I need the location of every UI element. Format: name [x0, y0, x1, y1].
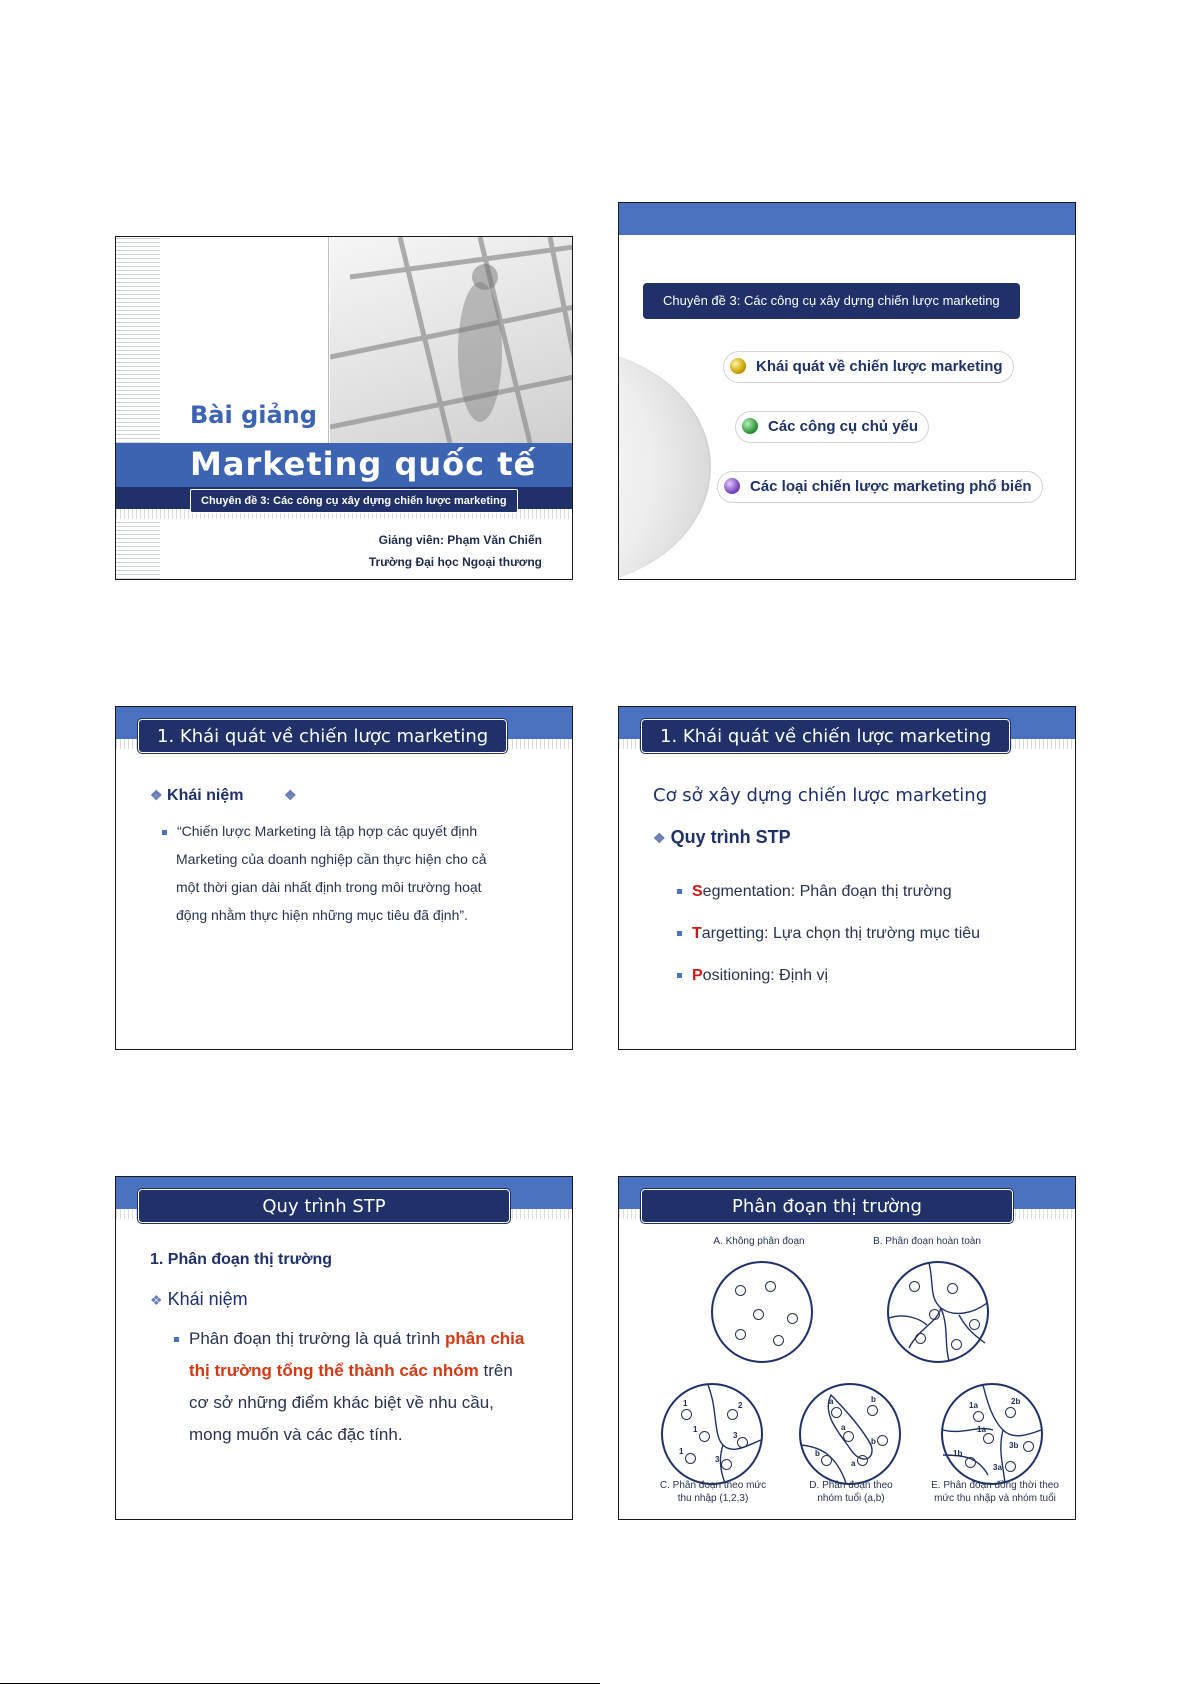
bullet-label: Khái niệm: [167, 1289, 248, 1309]
step-targetting: [677, 913, 980, 955]
smiley-icon: [973, 1411, 984, 1422]
segment-label: b: [871, 1437, 876, 1446]
segment-label: a: [829, 1397, 834, 1406]
decorative-arc: [618, 347, 711, 580]
slide-concept: [115, 706, 573, 1050]
purple-ball-icon: [724, 478, 740, 494]
caption-b: B. Phân đoạn hoàn toàn: [873, 1236, 981, 1247]
smiley-icon: [773, 1335, 784, 1346]
slide-title: Quy trình STP: [138, 1189, 510, 1223]
smiley-icon: [867, 1405, 878, 1416]
smiley-icon: [915, 1333, 926, 1344]
step-segmentation: [677, 871, 980, 913]
diamond-icon: ❖: [653, 830, 666, 846]
smiley-icon: [735, 1285, 746, 1296]
agenda-item-label: Các loại chiến lược marketing phổ biến: [750, 478, 1032, 495]
segment-label: a: [851, 1459, 856, 1468]
step-initial: P: [692, 967, 703, 984]
top-bar: [619, 203, 1075, 235]
smiley-icon: [735, 1329, 746, 1340]
smiley-icon: [787, 1313, 798, 1324]
segment-label: 2b: [1011, 1397, 1021, 1406]
step-positioning: [677, 955, 980, 997]
smiley-icon: [753, 1309, 764, 1320]
text-highlight: thị trường tổng thể thành các nhóm: [189, 1361, 479, 1380]
caption-line: D. Phân đoạn theo: [809, 1480, 893, 1491]
step-initial: S: [692, 883, 703, 900]
footer-line: [0, 1683, 600, 1684]
slide-title: 1. Khái quát về chiến lược marketing: [641, 719, 1010, 753]
topic-chip: Chuyên đề 3: Các công cụ xây dựng chiến lược marketing: [190, 489, 518, 513]
segment-circle-b: [887, 1261, 989, 1363]
slide-stp-basis: [618, 706, 1076, 1050]
smiley-icon: [721, 1459, 732, 1470]
slide-agenda: [618, 202, 1076, 580]
smiley-icon: [737, 1437, 748, 1448]
step-text: ositioning: Định vị: [702, 967, 829, 984]
section-heading: 1. Phân đoạn thị trường: [150, 1251, 333, 1268]
segment-label: b: [871, 1395, 876, 1404]
green-ball-icon: [742, 418, 758, 434]
segment-label: 1: [693, 1425, 698, 1434]
agenda-item-3[interactable]: [717, 471, 1043, 503]
text-part: Phân đoạn thị trường là quá trình: [189, 1329, 445, 1348]
divider: [328, 237, 329, 443]
caption-e: [919, 1479, 1071, 1505]
definition-line: Marketing của doanh nghiệp cần thực hiện cho cả: [176, 851, 487, 867]
smiley-icon: [1005, 1461, 1016, 1472]
smiley-icon: [929, 1309, 940, 1320]
bullet-label: Khái niệm: [167, 787, 244, 804]
segment-label: 1: [683, 1399, 688, 1408]
lecturer: Giảng viên: Phạm Văn Chiến: [378, 533, 542, 547]
smiley-icon: [843, 1431, 854, 1442]
segment-label: b: [815, 1449, 820, 1458]
segment-circle-d: [799, 1383, 901, 1485]
agenda-item-2[interactable]: [735, 411, 929, 443]
slide-title: 1. Khái quát về chiến lược marketing: [138, 719, 507, 753]
segment-label: 3b: [1009, 1441, 1019, 1450]
smiley-icon: [909, 1281, 920, 1292]
diamond-icon: ❖: [150, 1292, 163, 1308]
smiley-icon: [681, 1409, 692, 1420]
segment-label: 1a: [977, 1425, 986, 1434]
step-initial: T: [692, 925, 702, 942]
segment-label: 3: [715, 1455, 720, 1464]
smiley-icon: [969, 1319, 980, 1330]
agenda-item-label: Các công cụ chủ yếu: [768, 418, 919, 435]
school: Trường Đại học Ngoại thương: [368, 555, 542, 569]
caption-line: E. Phân đoạn đồng thời theo: [931, 1480, 1059, 1491]
slide-title: Phân đoạn thị trường: [641, 1189, 1013, 1223]
segment-label: 1b: [953, 1449, 963, 1458]
segment-label: 3a: [993, 1463, 1002, 1472]
text-part: trên: [478, 1361, 513, 1380]
smiley-icon: [1023, 1441, 1034, 1452]
caption-line: thu nhập (1,2,3): [677, 1493, 749, 1504]
definition-text: [176, 817, 556, 929]
square-bullet-icon: [677, 889, 682, 894]
segment-circle-a: [711, 1261, 813, 1363]
segment-label: a: [841, 1423, 846, 1432]
segment-label: 1a: [969, 1401, 978, 1410]
smiley-icon: [1005, 1407, 1016, 1418]
caption-c: [643, 1479, 783, 1505]
course-title: Marketing quốc tế: [190, 445, 537, 483]
smiley-icon: [983, 1433, 994, 1444]
step-text: argetting: Lựa chọn thị trường mục tiêu: [701, 925, 981, 942]
intro-text: Cơ sở xây dựng chiến lược marketing: [653, 785, 988, 806]
cover-photo: [330, 237, 573, 443]
yellow-ball-icon: [730, 358, 746, 374]
definition-line: một thời gian dài nhất định trong môi trường hoạt: [176, 879, 482, 895]
concept-text: [174, 1323, 564, 1451]
text-highlight: phân chia: [444, 1329, 525, 1348]
text-line: cơ sở những điểm khác biệt về nhu cầu,: [189, 1393, 494, 1412]
diamond-icon: ❖: [283, 787, 297, 803]
slide-body: [619, 235, 1075, 580]
smiley-icon: [857, 1455, 868, 1466]
slide-segmentation-concept: [115, 1176, 573, 1520]
square-bullet-icon: [677, 931, 682, 936]
segment-circle-e: [941, 1383, 1043, 1485]
concept-bullet: [150, 1289, 248, 1310]
definition-line: động nhằm thực hiện những mục tiêu đã định”.: [176, 907, 468, 923]
smiley-icon: [727, 1409, 738, 1420]
smiley-icon: [699, 1431, 710, 1442]
caption-d: [791, 1479, 911, 1505]
square-bullet-icon: [162, 830, 167, 835]
slide-segmentation-diagram: [618, 1176, 1076, 1520]
slide-title: [115, 236, 573, 580]
caption-line: nhóm tuổi (a,b): [817, 1493, 885, 1504]
segment-label: 1: [679, 1447, 684, 1456]
caption-a: A. Không phân đoạn: [713, 1236, 805, 1247]
definition-line: “Chiến lược Marketing là tập hợp các quyết định: [177, 823, 478, 839]
stripe-panel: [116, 237, 160, 579]
segment-label: 3: [733, 1431, 738, 1440]
lecture-label: Bài giảng: [190, 401, 317, 429]
square-bullet-icon: [677, 973, 682, 978]
caption-line: C. Phân đoạn theo mức: [659, 1480, 767, 1491]
stp-steps: [677, 871, 980, 997]
concept-bullet: [150, 787, 297, 805]
diamond-icon: ❖: [150, 787, 163, 803]
smiley-icon: [685, 1453, 696, 1464]
square-bullet-icon: [174, 1337, 179, 1342]
segment-label: 2: [738, 1401, 743, 1410]
smiley-icon: [821, 1455, 832, 1466]
smiley-icon: [877, 1435, 888, 1446]
smiley-icon: [765, 1281, 776, 1292]
caption-line: mức thu nhập và nhóm tuổi: [934, 1493, 1056, 1504]
smiley-icon: [965, 1457, 976, 1468]
agenda-item-label: Khái quát về chiến lược marketing: [756, 358, 1003, 375]
smiley-icon: [831, 1407, 842, 1418]
segment-circle-c: [661, 1383, 763, 1485]
agenda-item-1[interactable]: [723, 351, 1014, 383]
smiley-icon: [951, 1339, 962, 1350]
step-text: egmentation: Phân đoạn thị trường: [702, 883, 952, 900]
topic-header: Chuyên đề 3: Các công cụ xây dựng chiến lược marketing: [643, 283, 1020, 319]
bullet-label: Quy trình STP: [670, 827, 791, 847]
smiley-icon: [947, 1283, 958, 1294]
text-line: mong muốn và các đặc tính.: [189, 1425, 403, 1444]
stp-bullet: [653, 827, 791, 848]
